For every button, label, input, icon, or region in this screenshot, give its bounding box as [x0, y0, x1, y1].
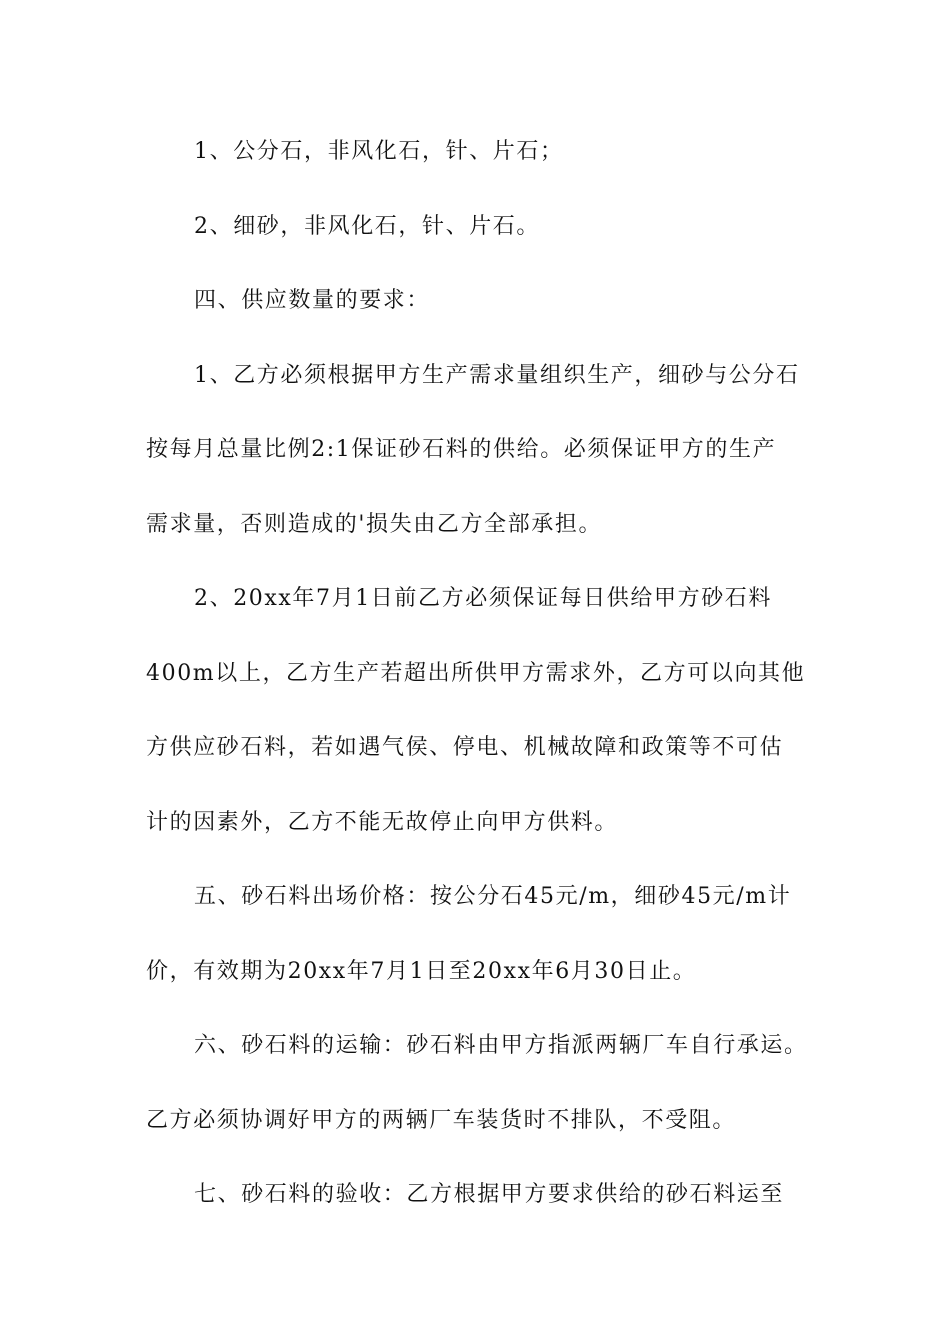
paragraph-line: 乙方必须协调好甲方的两辆厂车装货时不排队，不受阻。: [146, 1107, 737, 1133]
paragraph-line: 按每月总量比例2:1保证砂石料的供给。必须保证甲方的生产: [146, 437, 777, 462]
paragraph-line: 计的因素外，乙方不能无故停止向甲方供料。: [146, 809, 619, 835]
paragraph-line: 2、细砂，非风化石，针、片石。: [194, 213, 540, 239]
paragraph-line: 价，有效期为20xx年7月1日至20xx年6月30日止。: [146, 958, 697, 984]
section-line: 六、砂石料的运输：砂石料由甲方指派两辆厂车自行承运。: [194, 1033, 808, 1058]
document-body: [146, 128, 826, 1246]
section-line: 五、砂石料出场价格：按公分石45元/m，细砂45元/m计: [194, 884, 792, 909]
section-line: 七、砂石料的验收：乙方根据甲方要求供给的砂石料运至: [194, 1182, 785, 1207]
paragraph-line: 2、20xx年7月1日前乙方必须保证每日供给甲方砂石料: [194, 586, 773, 611]
section-heading: 四、供应数量的要求：: [194, 288, 431, 313]
paragraph-line: 1、公分石，非风化石，针、片石；: [194, 139, 564, 164]
paragraph-line: 1、乙方必须根据甲方生产需求量组织生产，细砂与公分石: [194, 362, 800, 388]
paragraph-line: 需求量，否则造成的'损失由乙方全部承担。: [146, 511, 603, 537]
paragraph-line: 方供应砂石料，若如遇气侯、停电、机械故障和政策等不可估: [146, 735, 784, 760]
paragraph-line: 400m以上，乙方生产若超出所供甲方需求外，乙方可以向其他: [146, 660, 806, 686]
